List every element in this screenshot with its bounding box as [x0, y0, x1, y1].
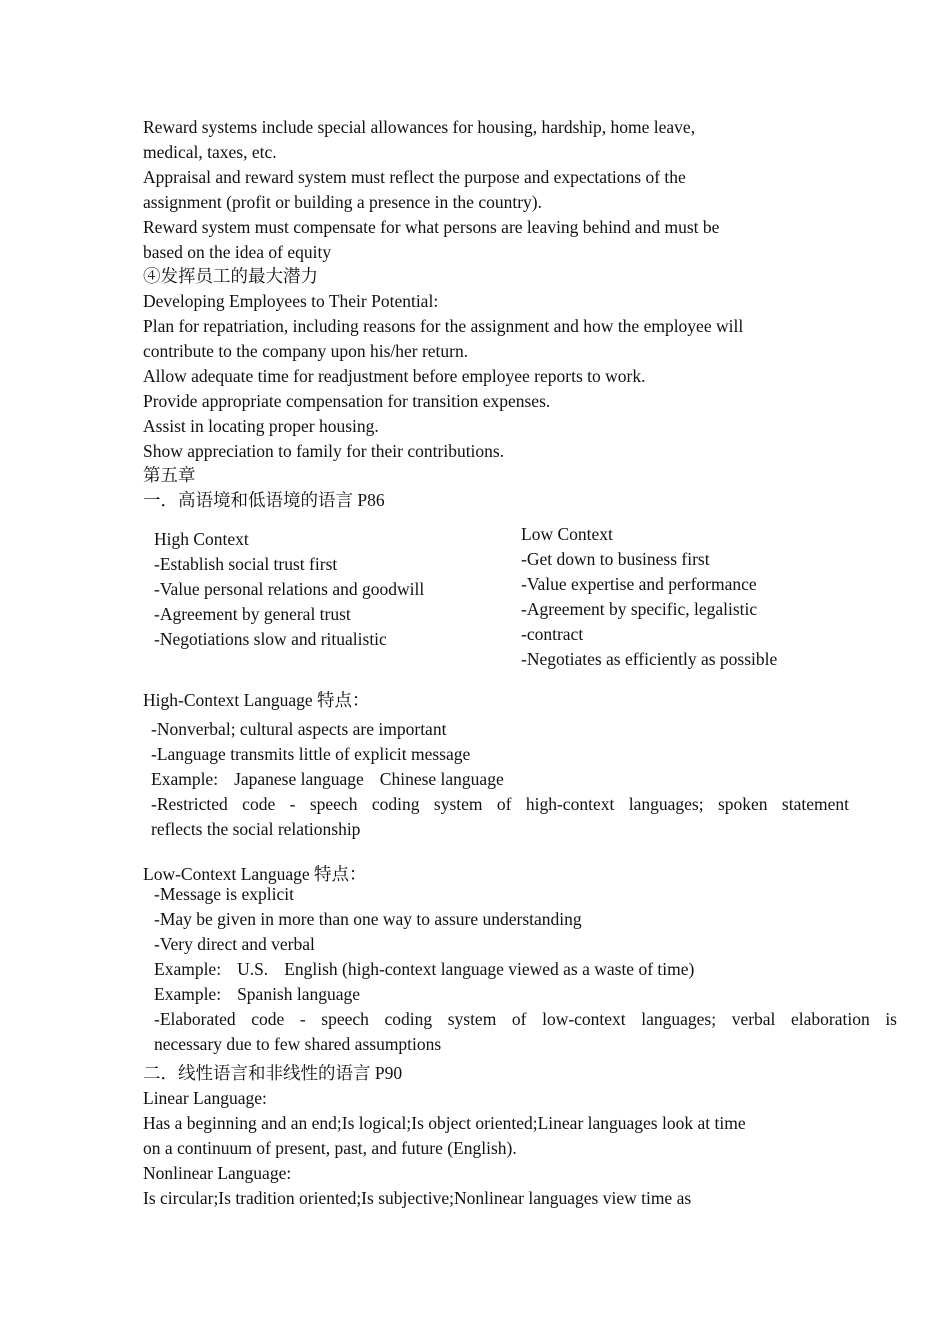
- example-value: Spanish language: [237, 984, 361, 1004]
- low-context-item: -Agreement by specific, legalistic: [521, 599, 758, 619]
- intro-line: medical, taxes, etc.: [143, 142, 277, 162]
- high-context-item: -Establish social trust first: [154, 554, 338, 574]
- example-value: Japanese language: [234, 769, 364, 789]
- intro-line: Assist in locating proper housing.: [143, 416, 379, 436]
- linear-title: Linear Language:: [143, 1088, 267, 1108]
- low-context-item: -Negotiates as efficiently as possible: [521, 649, 778, 669]
- high-language-example: [151, 767, 504, 792]
- high-language-line: -Language transmits little of explicit message: [151, 744, 471, 764]
- example-label: Example:: [154, 959, 222, 979]
- high-context-item: -Negotiations slow and ritualistic: [154, 629, 387, 649]
- section-heading-linear: 二．线性语言和非线性的语言 P90: [143, 1063, 403, 1083]
- example-value: U.S.: [237, 959, 269, 979]
- restricted-code-line: -Restricted code - speech coding system of high-context languages; spoken statement: [151, 794, 849, 814]
- intro-line: Reward system must compensate for what persons are leaving behind and must be: [143, 217, 720, 237]
- example-value: Chinese language: [379, 769, 504, 789]
- restricted-code-line: reflects the social relationship: [151, 819, 361, 839]
- chapter-heading: 第五章: [143, 465, 196, 485]
- low-context-item: -Get down to business first: [521, 549, 710, 569]
- elaborated-code-line: necessary due to few shared assumptions: [154, 1034, 442, 1054]
- nonlinear-title: Nonlinear Language:: [143, 1163, 292, 1183]
- low-language-example: [154, 982, 360, 1007]
- high-context-item: -Value personal relations and goodwill: [154, 579, 425, 599]
- intro-line: Provide appropriate compensation for transition expenses.: [143, 391, 551, 411]
- elaborated-code-line: -Elaborated code - speech coding system of low-context languages; verbal elaboration is: [154, 1009, 897, 1029]
- high-context-title: High Context: [154, 529, 249, 549]
- low-context-title: Low Context: [521, 524, 613, 544]
- high-language-heading: High-Context Language 特点：: [143, 690, 370, 710]
- intro-line: Developing Employees to Their Potential:: [143, 291, 439, 311]
- intro-line: assignment (profit or building a presence in the country).: [143, 192, 542, 212]
- intro-line: Show appreciation to family for their contributions.: [143, 441, 505, 461]
- high-language-line: -Nonverbal; cultural aspects are important: [151, 719, 447, 739]
- intro-line: Allow adequate time for readjustment before employee reports to work.: [143, 366, 646, 386]
- intro-line: Reward systems include special allowances for housing, hardship, home leave,: [143, 117, 696, 137]
- low-language-example: [154, 957, 694, 982]
- intro-line: Plan for repatriation, including reasons for the assignment and how the employee will: [143, 316, 744, 336]
- example-value: English (high-context language viewed as a waste of time): [284, 959, 695, 979]
- section-heading-potential: ④发挥员工的最大潜力: [143, 266, 318, 286]
- low-language-line: -Message is explicit: [154, 884, 294, 904]
- nonlinear-line: Is circular;Is tradition oriented;Is subjective;Nonlinear languages view time as: [143, 1188, 692, 1208]
- low-language-heading: Low-Context Language 特点：: [143, 864, 367, 884]
- low-context-item: -Value expertise and performance: [521, 574, 757, 594]
- section-heading-context: 一．高语境和低语境的语言 P86: [143, 490, 385, 510]
- high-context-item: -Agreement by general trust: [154, 604, 351, 624]
- low-language-line: -May be given in more than one way to assure understanding: [154, 909, 582, 929]
- linear-line: on a continuum of present, past, and future (English).: [143, 1138, 517, 1158]
- low-context-item: -contract: [521, 624, 584, 644]
- low-language-line: -Very direct and verbal: [154, 934, 315, 954]
- intro-line: contribute to the company upon his/her return.: [143, 341, 469, 361]
- example-label: Example:: [151, 769, 219, 789]
- linear-line: Has a beginning and an end;Is logical;Is object oriented;Linear languages look at time: [143, 1113, 746, 1133]
- intro-line: Appraisal and reward system must reflect the purpose and expectations of the: [143, 167, 686, 187]
- example-label: Example:: [154, 984, 222, 1004]
- intro-line: based on the idea of equity: [143, 242, 332, 262]
